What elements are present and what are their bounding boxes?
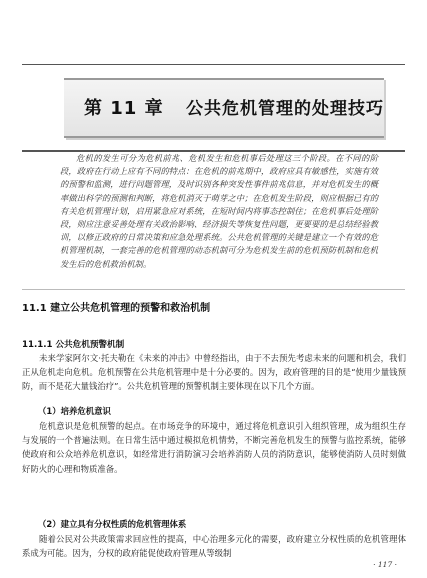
page-number: · 117 · <box>373 560 397 569</box>
section-heading: 11.1 建立公共危机管理的预警和救治机制 <box>22 303 211 314</box>
paragraph: 随着公民对公共政策需求回应性的提高，中心治理多元化的需要，政府建立分权性质的危机管理体系成为可能。因为，分权的政府能促使政府管理从等级制 <box>22 534 406 559</box>
chapter-number: 第 11 章 <box>84 98 164 119</box>
item-heading: （2）建立具有分权性质的危机管理体系 <box>38 519 187 529</box>
paragraph: 未来学家阿尔文·托夫勒在《未来的冲击》中曾经指出，由于不去预先考虑未来的问题和机会，我们正从危机走向危机。危机预警在公共危机管理中是十分必要的。因为，政府管理的目的是“使用少量钱预防，而不是花大量钱治疗”。公共危机管理的预警机制主要体现在以下几个方面。 <box>22 353 406 392</box>
chapter-intro: 危机的发生可分为危机前兆、危机发生和危机事后处理这三个阶段。在不同的阶段，政府在行动上应有不同的特点：在危机的前兆期中，政府应具有敏感性，实施有效的预警和监测，进行问题管理，及时识别各种突发性事件前兆信息，并对危机发生的概率做出科学的预测和判断，将危机消灭于萌芽之中；在危机发生阶段，则应根据已有的有关危机管理计划，启用紧急应对系统，在短时间内将事态控制住；在危机事后处理阶段，则应注意妥善处理有关政治影响、经济损失等恢复性问题，更要要的是总结经验教训，以修正政府的日常决策和应急处理系统。公共危机管理的关键是建立一个有效的危机管理机制，一套完善的危机管理的动态机制可分为危机发生前的危机预防机制和危机发生后的危机救治机制。 <box>60 153 378 269</box>
banner-top-rule <box>22 64 405 65</box>
item-heading: （1）培养危机意识 <box>38 406 111 416</box>
subsection-heading: 11.1.1 公共危机预警机制 <box>22 340 125 350</box>
paragraph: 危机意识是危机预警的起点。在市场竞争的环境中，通过将危机意识引入组织管理，成为组织生存与发展的一个普遍法则。在日常生活中通过模拟危机情势，不断完善危机发生的预警与监控系统，能够使政府和公众培养危机意识，如经常进行消防演习会培养消防人员的消防意识，能够使消防人员时刻做好防火的心理和物质准备。 <box>22 421 406 474</box>
section-divider <box>22 289 405 290</box>
chapter-title: 公共危机管理的处理技巧 <box>186 99 384 119</box>
